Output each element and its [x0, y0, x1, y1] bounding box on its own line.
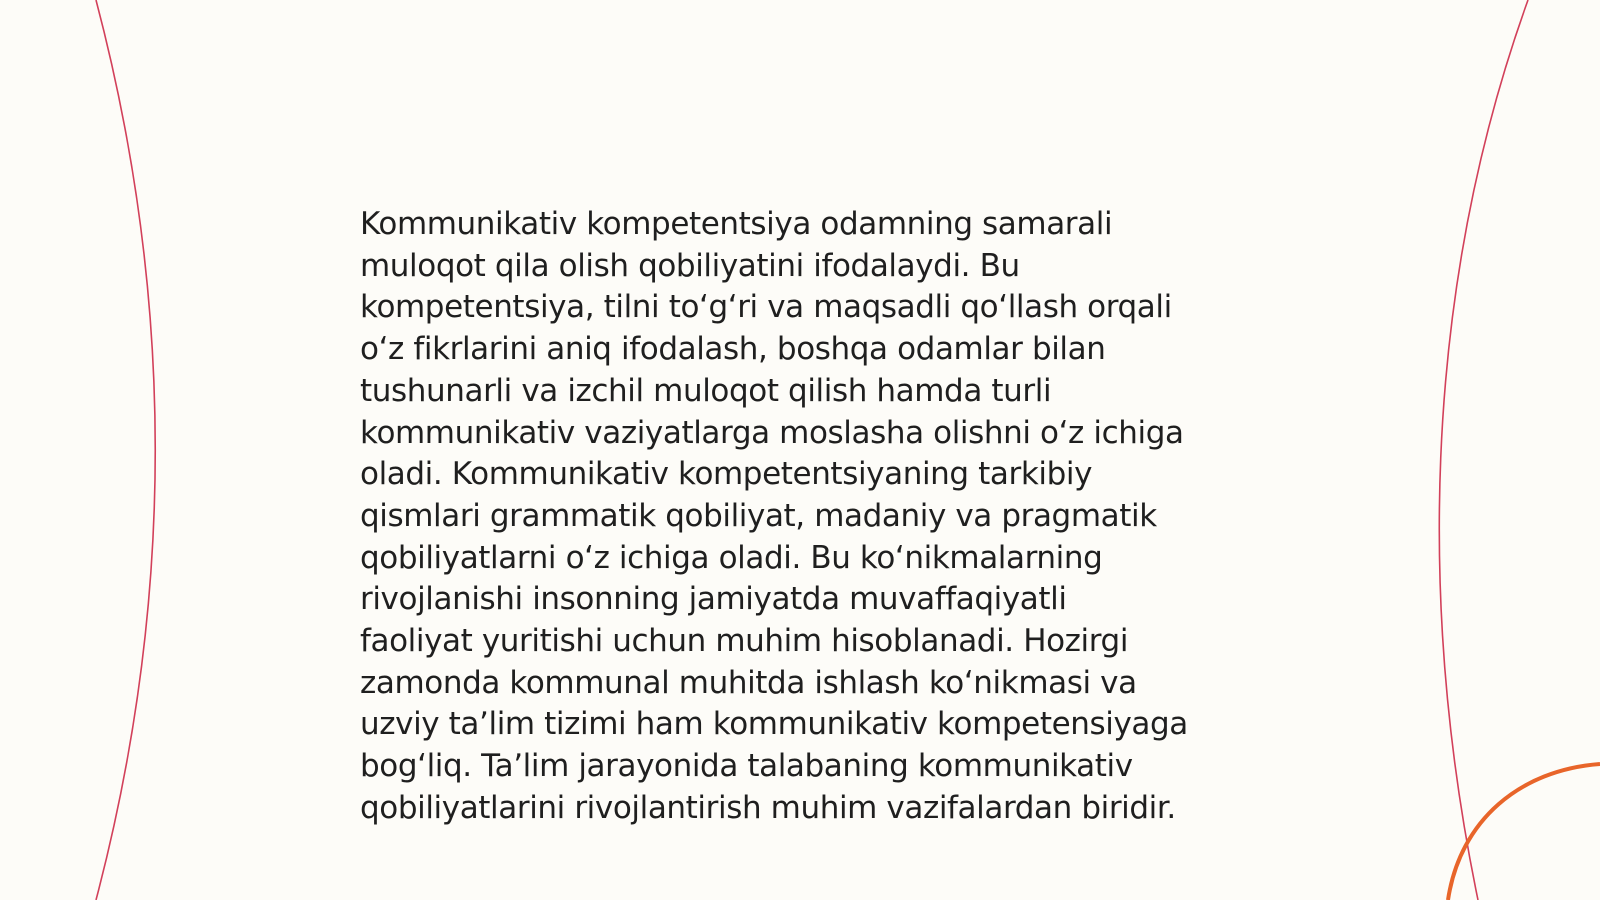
body-paragraph: [360, 204, 1260, 830]
paragraph-line: qobiliyatlarni oʻz ichiga oladi. Bu koʻnikmalarning: [360, 539, 1103, 576]
right-arc: [1439, 0, 1528, 900]
paragraph-line: faoliyat yuritishi uchun muhim hisoblanadi. Hozirgi: [360, 623, 1129, 660]
paragraph-line: oladi. Kommunikativ kompetentsiyaning tarkibiy: [360, 456, 1093, 493]
left-arc: [96, 0, 155, 900]
corner-accent-arc: [1448, 764, 1600, 900]
paragraph-line: tushunarli va izchil muloqot qilish hamda turli: [360, 372, 1052, 409]
paragraph-line: zamonda kommunal muhitda ishlash koʻnikmasi va: [360, 664, 1137, 701]
paragraph-line: kompetentsiya, tilni toʻgʻri va maqsadli qoʻllash orqali: [360, 289, 1172, 326]
paragraph-line: rivojlanishi insonning jamiyatda muvaffaqiyatli: [360, 581, 1067, 618]
paragraph-line: Kommunikativ kompetentsiya odamning samarali: [360, 206, 1113, 242]
paragraph-line: kommunikativ vaziyatlarga moslasha olishni oʻz ichiga: [360, 414, 1184, 451]
paragraph-line: bogʻliq. Taʼlim jarayonida talabaning kommunikativ: [360, 748, 1133, 785]
paragraph-line: oʻz fikrlarini aniq ifodalash, boshqa odamlar bilan: [360, 331, 1106, 368]
paragraph-line: uzviy taʼlim tizimi ham kommunikativ kompetensiyaga: [360, 706, 1188, 743]
paragraph-line: qobiliyatlarini rivojlantirish muhim vazifalardan biridir.: [360, 789, 1176, 826]
paragraph-line: qismlari grammatik qobiliyat, madaniy va pragmatik: [360, 497, 1157, 534]
paragraph-line: muloqot qila olish qobiliyatini ifodalaydi. Bu: [360, 247, 1020, 284]
